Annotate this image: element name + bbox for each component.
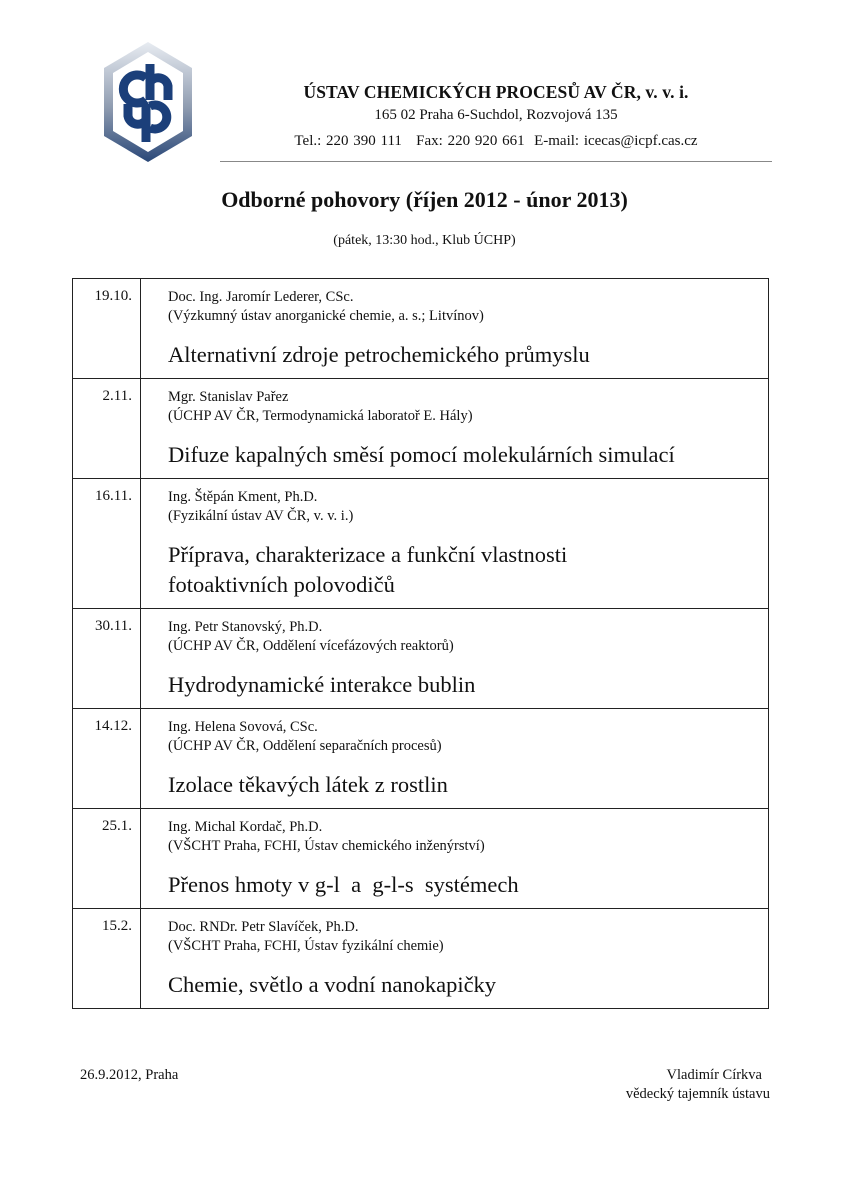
institution-contact: Tel.: 220 390 111 Fax: 220 920 661 E-mail: icecas@icpf.cas.cz	[294, 133, 698, 149]
speaker-affiliation: (ÚCHP AV ČR, Termodynamická laboratoř E. Hály)	[168, 408, 473, 424]
document-subtitle: (pátek, 13:30 hod., Klub ÚCHP)	[333, 233, 516, 248]
talk-date: 15.2.	[73, 909, 141, 1009]
institution-name: ÚSTAV CHEMICKÝCH PROCESŮ AV ČR, v. v. i.	[303, 82, 689, 102]
institution-address: 165 02 Praha 6-Suchdol, Rozvojová 135	[374, 107, 618, 123]
speaker-name: Ing. Michal Kordač, Ph.D.	[168, 819, 323, 835]
speaker-affiliation: (ÚCHP AV ČR, Oddělení separačních procesů)	[168, 738, 442, 754]
footer-signature	[570, 1066, 770, 1104]
table-row	[73, 809, 769, 909]
table-row	[73, 379, 769, 479]
talk-info	[141, 609, 769, 709]
talk-date: 2.11.	[73, 379, 141, 479]
speaker-affiliation: (VŠCHT Praha, FCHI, Ústav chemického inženýrství)	[168, 838, 485, 854]
talk-title: Přenos hmoty v g-l a g-l-s systémech	[168, 872, 519, 897]
speaker-name: Doc. Ing. Jaromír Lederer, CSc.	[168, 289, 354, 305]
talk-date: 19.10.	[73, 279, 141, 379]
talk-info	[141, 809, 769, 909]
footer-date-place: 26.9.2012, Praha	[80, 1067, 179, 1083]
table-row	[73, 609, 769, 709]
table-row	[73, 909, 769, 1009]
talk-title: Příprava, charakterizace a funkční vlastnosti fotoaktivních polovodičů	[168, 542, 573, 597]
talk-title: Hydrodynamické interakce bublin	[168, 672, 476, 697]
table-row	[73, 279, 769, 379]
talk-title: Difuze kapalných směsí pomocí molekulárních simulací	[168, 442, 675, 467]
talk-title: Alternativní zdroje petrochemického průmyslu	[168, 342, 590, 367]
talk-info	[141, 909, 769, 1009]
talk-info	[141, 479, 769, 609]
talk-info	[141, 379, 769, 479]
speaker-name: Ing. Štěpán Kment, Ph.D.	[168, 489, 318, 505]
table-row	[73, 479, 769, 609]
institution-logo	[102, 40, 194, 164]
document-title: Odborné pohovory (říjen 2012 - únor 2013)	[221, 187, 628, 212]
uchp-logo-icon	[102, 40, 194, 164]
table-row	[73, 709, 769, 809]
header-divider	[220, 161, 772, 162]
schedule-table	[72, 278, 769, 1009]
signatory-role: vědecký tajemník ústavu	[625, 1086, 770, 1102]
speaker-affiliation: (ÚCHP AV ČR, Oddělení vícefázových reaktorů)	[168, 638, 454, 654]
talk-title: Chemie, světlo a vodní nanokapičky	[168, 972, 497, 997]
speaker-name: Ing. Petr Stanovský, Ph.D.	[168, 619, 323, 635]
speaker-name: Mgr. Stanislav Pařez	[168, 389, 289, 405]
speaker-name: Doc. RNDr. Petr Slavíček, Ph.D.	[168, 919, 359, 935]
talk-date: 16.11.	[73, 479, 141, 609]
talk-date: 25.1.	[73, 809, 141, 909]
speaker-affiliation: (Fyzikální ústav AV ČR, v. v. i.)	[168, 508, 354, 524]
speaker-name: Ing. Helena Sovová, CSc.	[168, 719, 318, 735]
talk-info	[141, 279, 769, 379]
talk-date: 14.12.	[73, 709, 141, 809]
speaker-affiliation: (Výzkumný ústav anorganické chemie, a. s.; Litvínov)	[168, 308, 484, 324]
signatory-name: Vladimír Církva	[666, 1067, 762, 1083]
talk-info	[141, 709, 769, 809]
speaker-affiliation: (VŠCHT Praha, FCHI, Ústav fyzikální chemie)	[168, 938, 444, 954]
talk-title: Izolace těkavých látek z rostlin	[168, 772, 448, 797]
talk-date: 30.11.	[73, 609, 141, 709]
